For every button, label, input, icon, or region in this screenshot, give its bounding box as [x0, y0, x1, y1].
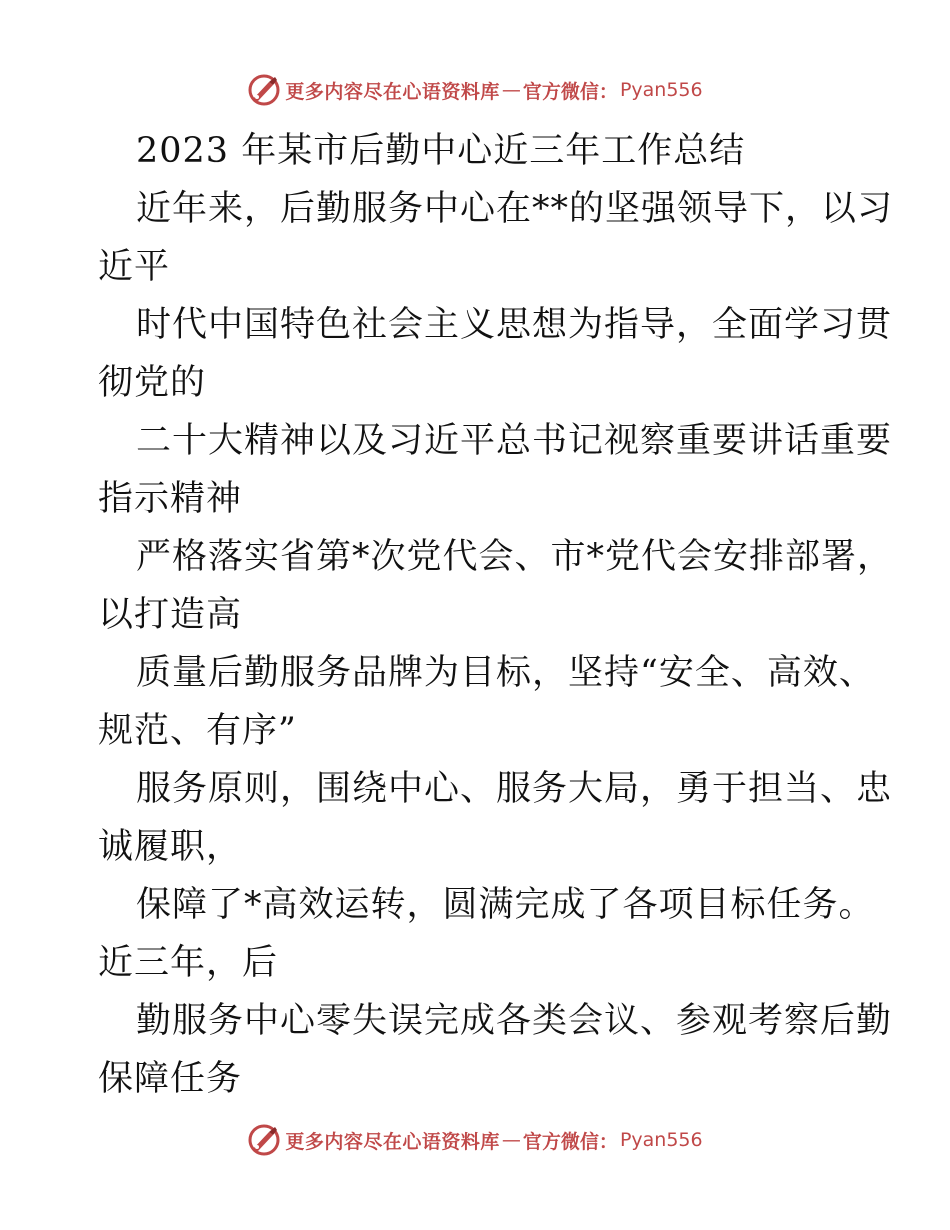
document-line: 规范、有序”	[98, 711, 297, 751]
document-line: 时代中国特色社会主义思想为指导，全面学习贯	[136, 305, 893, 345]
document-line: 近平	[98, 247, 171, 287]
footer-watermark-banner	[0, 1120, 950, 1160]
header-watermark-banner	[0, 70, 950, 110]
document-title: 2023 年某市后勤中心近三年工作总结	[136, 131, 746, 171]
document-line: 以打造高	[98, 595, 243, 635]
watermark-brand: 更多内容尽在心语资料库	[285, 1130, 500, 1153]
document-line: 勤服务中心零失误完成各类会议、参观考察后勤	[136, 1001, 893, 1041]
watermark-separator: —	[501, 1129, 521, 1151]
document-line: 质量后勤服务品牌为目标，坚持“安全、高效、	[136, 653, 875, 693]
document-line: 二十大精神以及习近平总书记视察重要讲话重要	[136, 421, 893, 461]
document-line: 近年来，后勤服务中心在**的坚强领导下，以习	[136, 189, 894, 229]
watermark-separator: —	[501, 79, 521, 101]
document-line: 保障了*高效运转，圆满完成了各项目标任务。	[136, 885, 875, 925]
document-line: 保障任务	[98, 1059, 243, 1099]
document-line: 指示精神	[98, 479, 243, 519]
watermark-wechat-id: Pyan556	[619, 79, 703, 101]
watermark-wechat-id: Pyan556	[619, 1129, 703, 1151]
document-line: 严格落实省第*次党代会、市*党代会安排部署，	[136, 537, 894, 577]
document-body	[98, 122, 894, 1108]
watermark-wechat-label: 官方微信：	[522, 80, 618, 103]
quill-pen-logo-icon	[247, 1123, 281, 1157]
watermark-wechat-label: 官方微信：	[522, 1130, 618, 1153]
quill-pen-logo-icon	[247, 73, 281, 107]
document-line: 服务原则，围绕中心、服务大局，勇于担当、忠	[136, 769, 893, 809]
document-line: 近三年，后	[98, 943, 279, 983]
document-line: 彻党的	[98, 363, 207, 403]
watermark-brand: 更多内容尽在心语资料库	[285, 80, 500, 103]
document-line: 诚履职，	[98, 827, 243, 867]
